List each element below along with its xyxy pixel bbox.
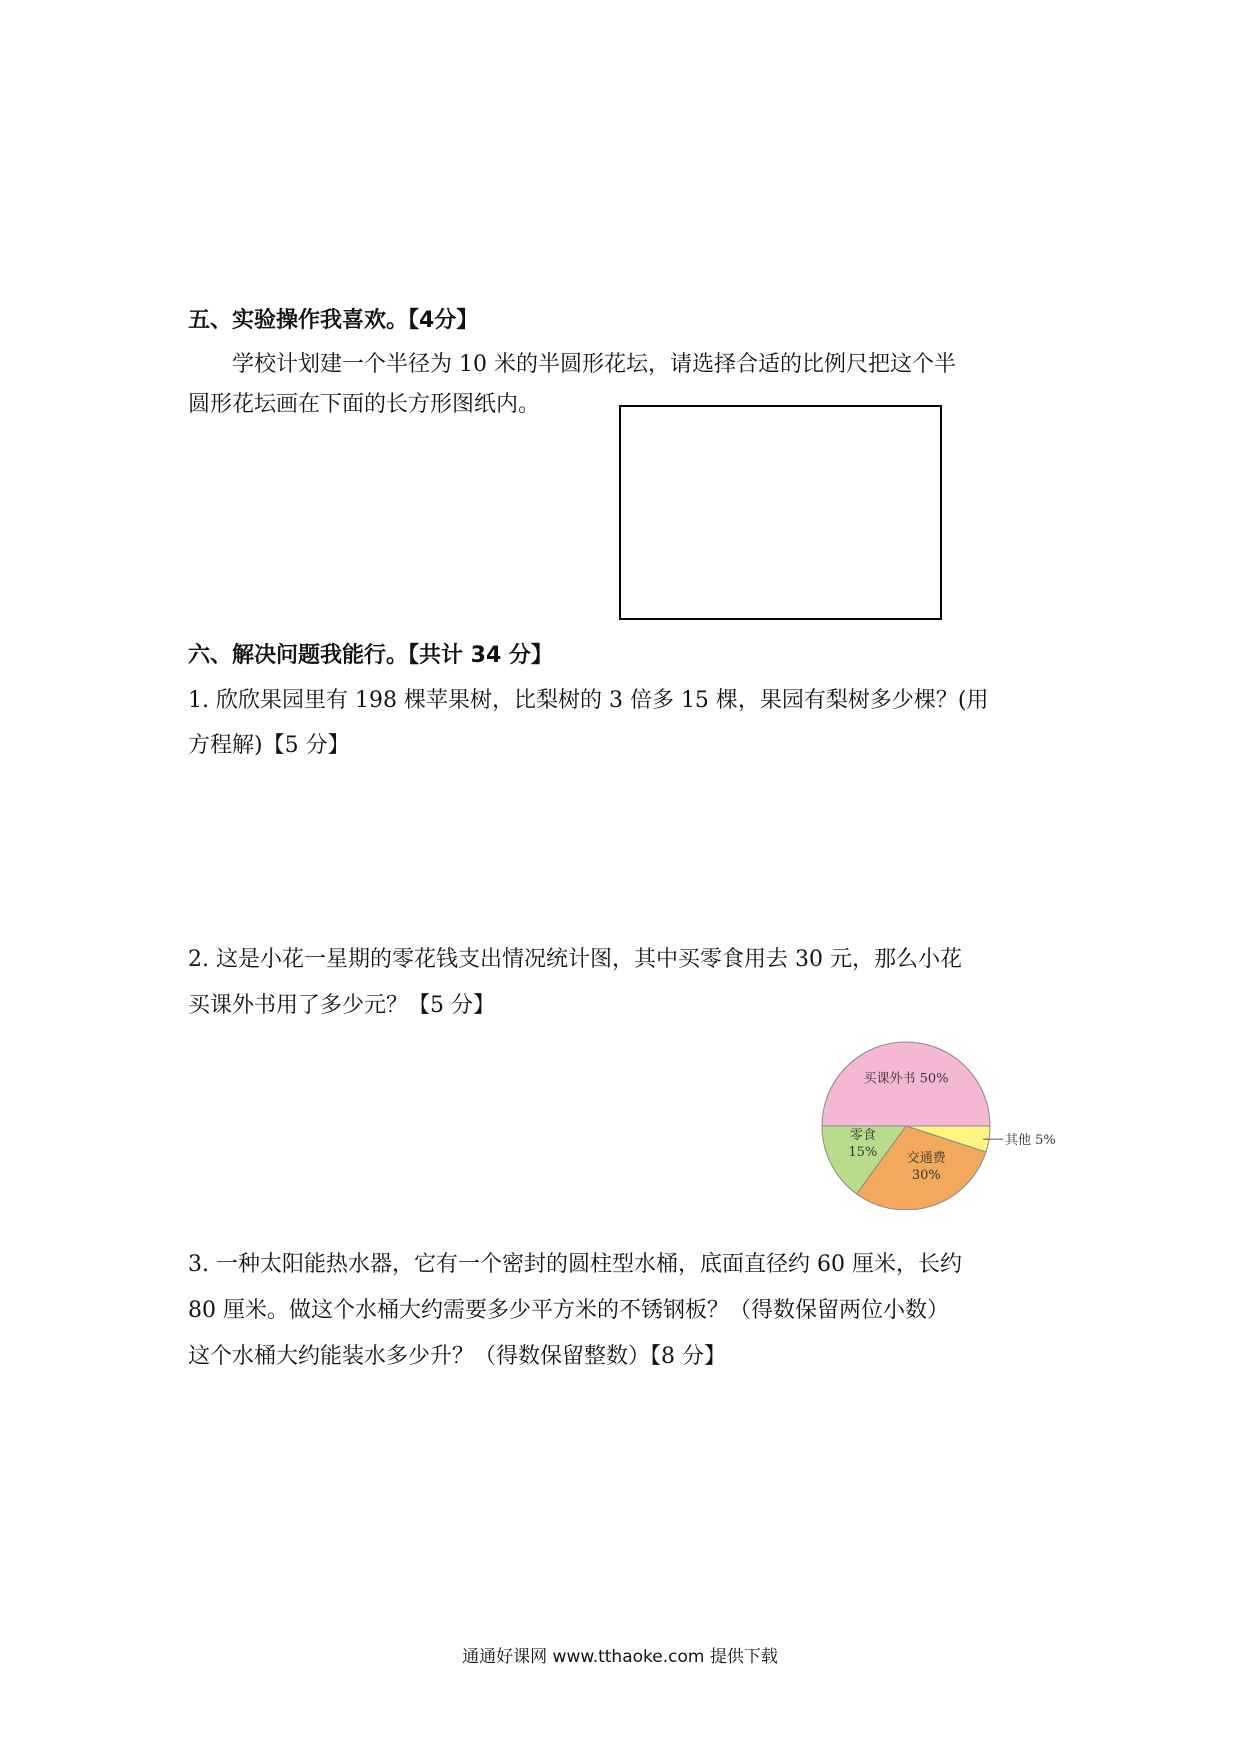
question-1-line-1: 1. 欣欣果园里有 198 棵苹果树，比梨树的 3 倍多 15 棵，果园有梨树多少棵？(用 xyxy=(188,688,989,713)
section-6-heading: 六、解决问题我能行。【共计 34 分】 xyxy=(188,643,553,668)
question-3-line-3: 这个水桶大约能装水多少升？（得数保留整数）【8 分】 xyxy=(188,1344,726,1369)
pie-chart xyxy=(820,1040,1080,1210)
footer-text: 通通好课网 www.tthaoke.com 提供下载 xyxy=(462,1647,778,1667)
pie-slice-label: 零食 15% xyxy=(848,1127,878,1160)
pie-slice-label: 买课外书 50% xyxy=(863,1071,949,1087)
question-1-line-2: 方程解)【5 分】 xyxy=(188,733,350,758)
section-5-heading: 五、实验操作我喜欢。【4分】 xyxy=(188,308,479,333)
question-2-line-2: 买课外书用了多少元？【5 分】 xyxy=(188,993,495,1018)
section-5-text-line-1: 学校计划建一个半径为 10 米的半圆形花坛，请选择合适的比例尺把这个半 xyxy=(232,352,956,377)
question-2-line-1: 2. 这是小花一星期的零花钱支出情况统计图，其中买零食用去 30 元，那么小花 xyxy=(188,947,962,972)
pie-slice-label: 其他 5% xyxy=(1004,1133,1056,1149)
question-3-line-2: 80 厘米。做这个水桶大约需要多少平方米的不锈钢板？（得数保留两位小数） xyxy=(188,1298,949,1323)
drawing-rectangle xyxy=(619,405,942,620)
question-3-line-1: 3. 一种太阳能热水器，它有一个密封的圆柱型水桶，底面直径约 60 厘米，长约 xyxy=(188,1252,962,1277)
section-5-text-line-2: 圆形花坛画在下面的长方形图纸内。 xyxy=(188,392,541,417)
pie-slice-label: 交通费 30% xyxy=(906,1150,946,1183)
